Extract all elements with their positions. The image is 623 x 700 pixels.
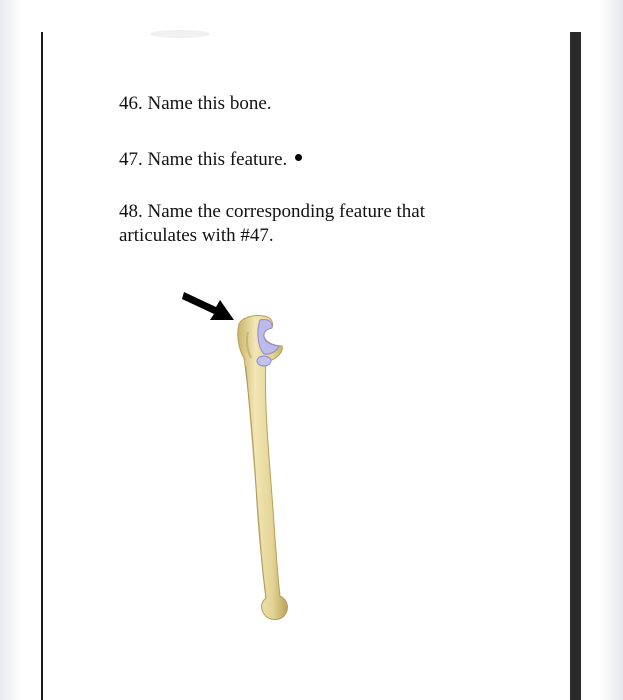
cartilage-surfaces (257, 319, 279, 366)
pointer-arrow-icon (182, 292, 234, 320)
question-46-text: 46. Name this bone. (119, 93, 272, 114)
question-47-text: 47. Name this feature. (119, 149, 288, 170)
page-edge-shadow (570, 32, 581, 700)
bullet-dot (295, 154, 302, 161)
scan-smudge (150, 30, 210, 38)
ulna-figure (176, 276, 316, 626)
question-48 (119, 200, 499, 248)
question-46 (119, 92, 499, 116)
question-47 (119, 148, 499, 172)
question-48-text: 48. Name the corresponding feature that articulates with #47. (119, 201, 425, 246)
